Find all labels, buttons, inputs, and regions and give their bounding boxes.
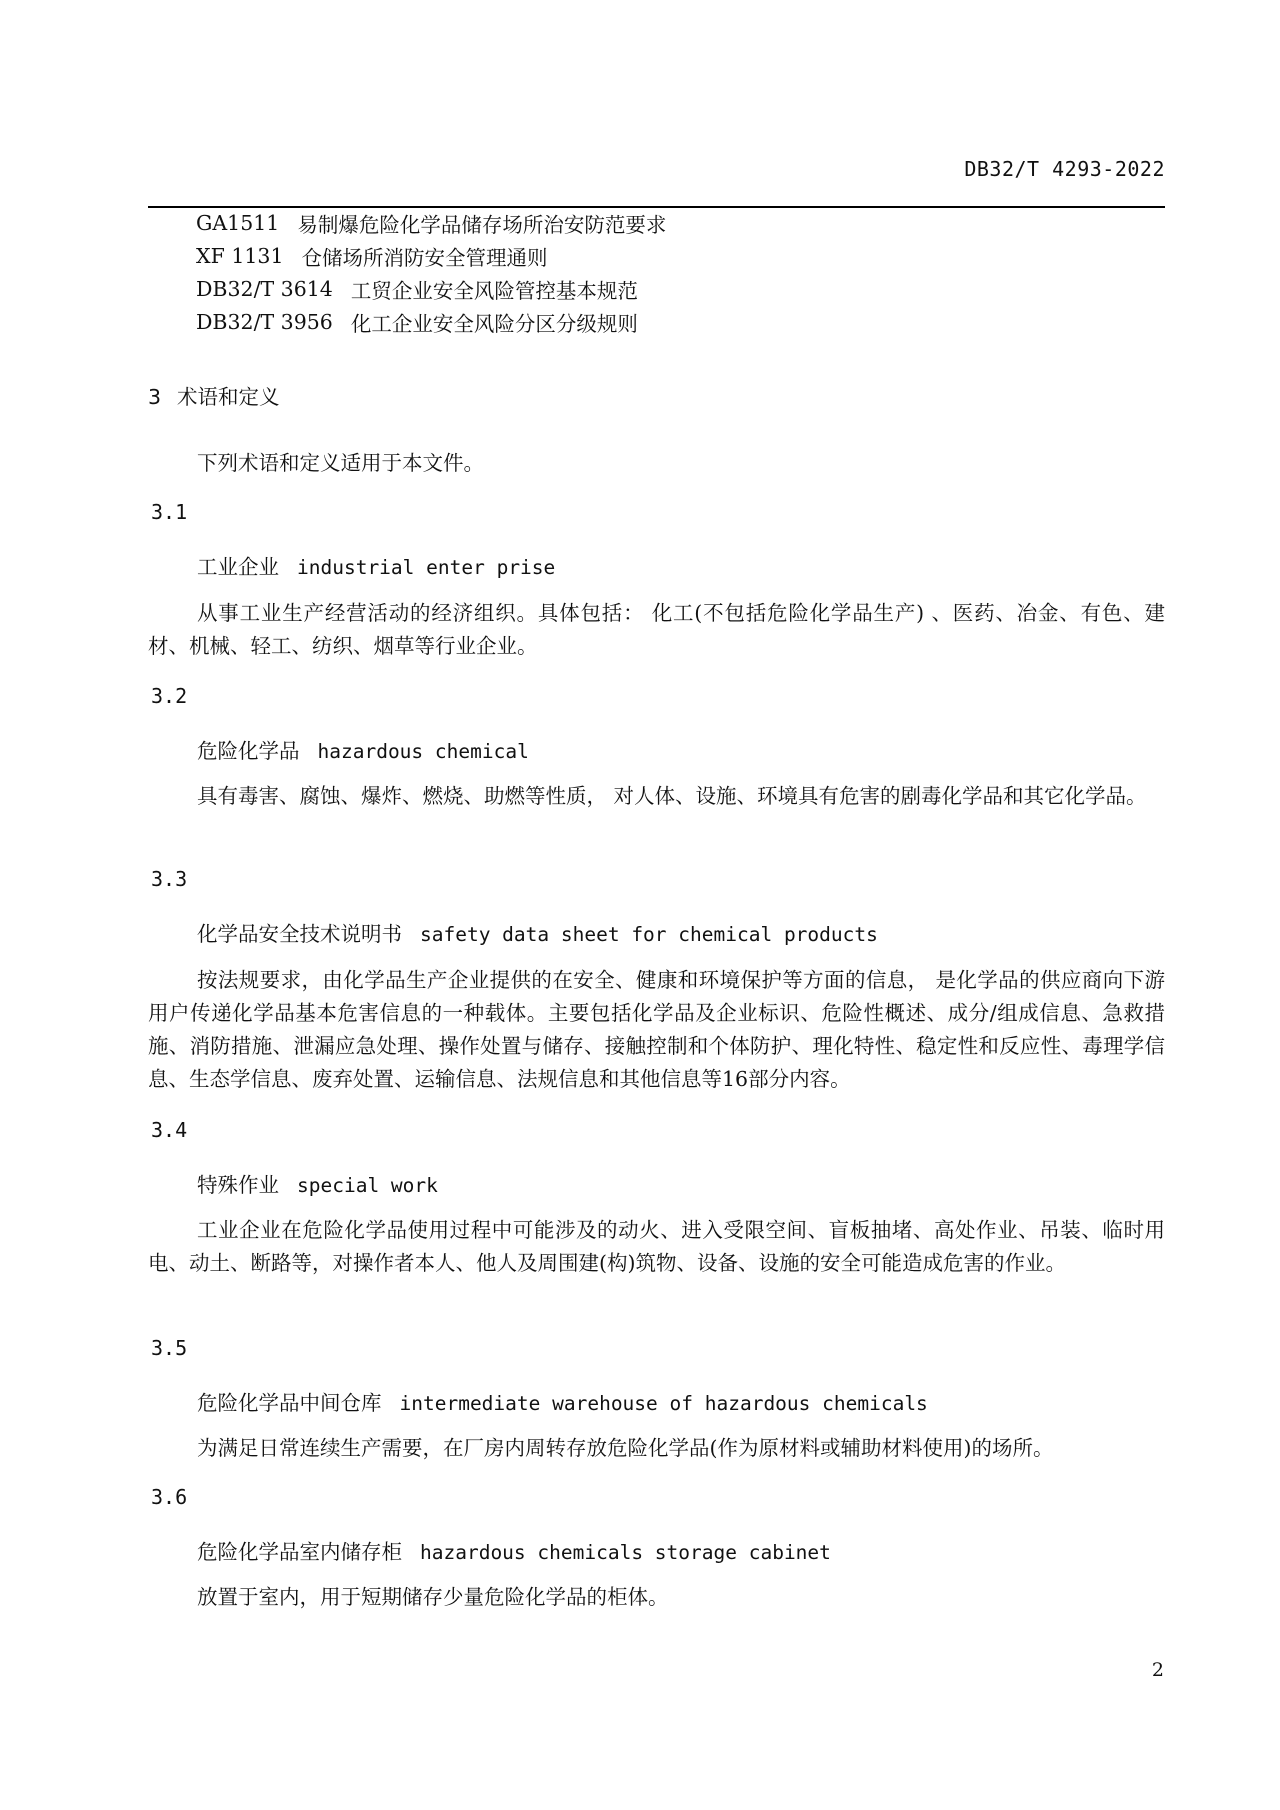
- clause-number: 3.2: [151, 684, 188, 708]
- term-zh: 危险化学品室内储存柜: [197, 1540, 402, 1564]
- term-zh: 危险化学品: [197, 739, 300, 763]
- document-code: DB32/T 4293-2022: [964, 157, 1165, 181]
- reference-title: 化工企业安全风险分区分级规则: [350, 311, 638, 336]
- section-heading: [148, 380, 1165, 410]
- reference-code: DB32/T 3956: [196, 309, 333, 334]
- term-definition: 为满足日常连续生产需要，在厂房内周转存放危险化学品(作为原材料或辅助材料使用)的场所。: [197, 1436, 1054, 1460]
- term-zh: 化学品安全技术说明书: [197, 922, 402, 946]
- term-en: safety data sheet for chemical products: [420, 923, 878, 946]
- term-heading: [197, 1535, 831, 1565]
- term-zh: 特殊作业: [197, 1173, 279, 1197]
- term-zh: 工业企业: [197, 555, 279, 579]
- clause-number: 3.1: [151, 500, 188, 524]
- term-definition: 放置于室内，用于短期储存少量危险化学品的柜体。: [197, 1585, 669, 1609]
- reference-title: 仓储场所消防安全管理通则: [301, 245, 548, 270]
- term-en: special work: [297, 1174, 438, 1197]
- term-zh: 危险化学品中间仓库: [197, 1391, 382, 1415]
- page-number: 2: [1151, 1659, 1164, 1681]
- term-en: intermediate warehouse of hazardous chemicals: [399, 1392, 928, 1415]
- reference-item: [196, 206, 1156, 239]
- term-heading: [197, 550, 555, 580]
- reference-code: GA1511: [196, 210, 280, 235]
- reference-item: [196, 272, 1156, 305]
- reference-item: [196, 239, 1156, 272]
- term-definition: 具有毒害、腐蚀、爆炸、燃烧、助燃等性质， 对人体、设施、环境具有危害的剧毒化学品和其它化学品。: [197, 784, 1147, 808]
- reference-code: DB32/T 3614: [196, 276, 333, 301]
- section-intro: 下列术语和定义适用于本文件。: [197, 451, 484, 475]
- reference-item: [196, 305, 1156, 338]
- clause-number: 3.5: [151, 1336, 188, 1360]
- reference-title: 易制爆危险化学品储存场所治安防范要求: [297, 212, 667, 237]
- term-heading: [197, 1168, 438, 1198]
- term-en: industrial enter prise: [297, 556, 556, 579]
- term-definition: 按法规要求，由化学品生产企业提供的在安全、健康和环境保护等方面的信息， 是化学品的供应商向下游用户传递化学品基本危害信息的一种载体。主要包括化学品及企业标识、危险性概述、成分/组成信息、急救措施、消防措施、泄漏应急处理、操作处置与储存、接触控制和个体防护、理化特性、稳定性和反应性、毒理学信息、生态学信息、废弃处置、运输信息、法规信息和其他信息等16部分内容。: [148, 968, 1165, 1091]
- term-heading: [197, 734, 529, 764]
- clause-number: 3.4: [151, 1118, 188, 1142]
- term-heading: [197, 917, 878, 947]
- term-definition: 从事工业生产经营活动的经济组织。具体包括： 化工(不包括危险化学品生产) 、医药、冶金、有色、建材、机械、轻工、纺织、烟草等行业企业。: [148, 601, 1165, 658]
- term-heading: [197, 1386, 928, 1416]
- term-en: hazardous chemical: [317, 740, 529, 763]
- normative-references-list: [196, 206, 1156, 338]
- section-title: 术语和定义: [177, 385, 280, 409]
- clause-number: 3.3: [151, 867, 188, 891]
- term-definition: 工业企业在危险化学品使用过程中可能涉及的动火、进入受限空间、盲板抽堵、高处作业、吊装、临时用电、动土、断路等，对操作者本人、他人及周围建(构)筑物、设备、设施的安全可能造成危害的作业。: [148, 1218, 1165, 1275]
- reference-title: 工贸企业安全风险管控基本规范: [350, 278, 638, 303]
- term-en: hazardous chemicals storage cabinet: [420, 1541, 831, 1564]
- section-number: 3: [148, 385, 162, 409]
- reference-code: XF 1131: [196, 243, 284, 268]
- clause-number: 3.6: [151, 1485, 188, 1509]
